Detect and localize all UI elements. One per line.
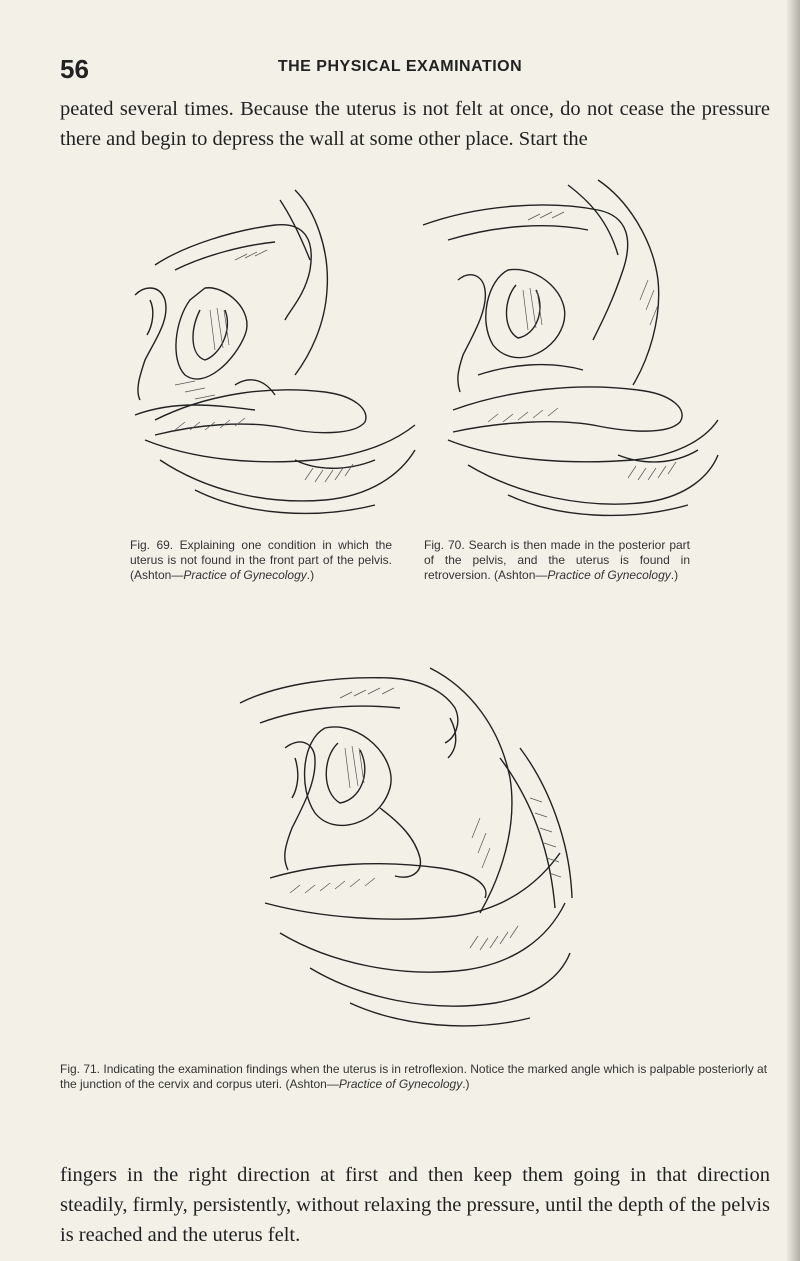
figure-71-caption (60, 1062, 780, 1092)
figure-71-caption-main: Fig. 71. Indicating the examination findings when the uterus is in retroflexion. Notice the marked angle which is palpable posteriorly at the junction of the cervix and corpus uteri. (Ashton— (60, 1062, 768, 1091)
figure-70-caption-source: Practice of Gynecology (547, 568, 671, 582)
page-number: 56 (60, 54, 89, 84)
page-header (60, 54, 740, 84)
figure-70-caption-end: .) (670, 568, 679, 582)
figure-70-drawing (418, 160, 723, 535)
figure-70-caption-main: Fig. 70. Search is then made in the posterior part of the pelvis, and the uterus is found in retroversion. (Ashton— (424, 538, 690, 582)
paragraph-top: peated several times. Because the uterus is not felt at once, do not cease the pressure there and begin to depress the wall at some other place. Start the (60, 98, 770, 150)
figure-70-illustration (418, 160, 723, 535)
figure-69-caption (130, 538, 392, 583)
paragraph-bottom: fingers in the right direction at first and then keep them going in that direction steadily, firmly, persistently, without relaxing the pressure, until the depth of the pelvis is reached and the uterus felt. (60, 1164, 770, 1246)
figure-70-caption (424, 538, 690, 583)
figure-69-illustration (115, 160, 425, 535)
running-head: THE PHYSICAL EXAMINATION (277, 58, 523, 75)
figure-69-drawing (115, 160, 425, 535)
figure-71-caption-end: .) (462, 1077, 470, 1091)
figure-69-caption-source: Practice of Gynecology (183, 568, 307, 582)
figure-71-illustration (230, 648, 580, 1048)
figure-71-caption-source: Practice of Gynecology (338, 1077, 463, 1091)
page-edge-shadow (786, 0, 800, 1261)
figure-69-caption-end: .) (306, 568, 315, 582)
figure-69-caption-main: Fig. 69. Explaining one condition in which the uterus is not found in the front part of the pelvis. (Ashton— (130, 538, 392, 582)
figure-71-drawing (230, 648, 580, 1048)
